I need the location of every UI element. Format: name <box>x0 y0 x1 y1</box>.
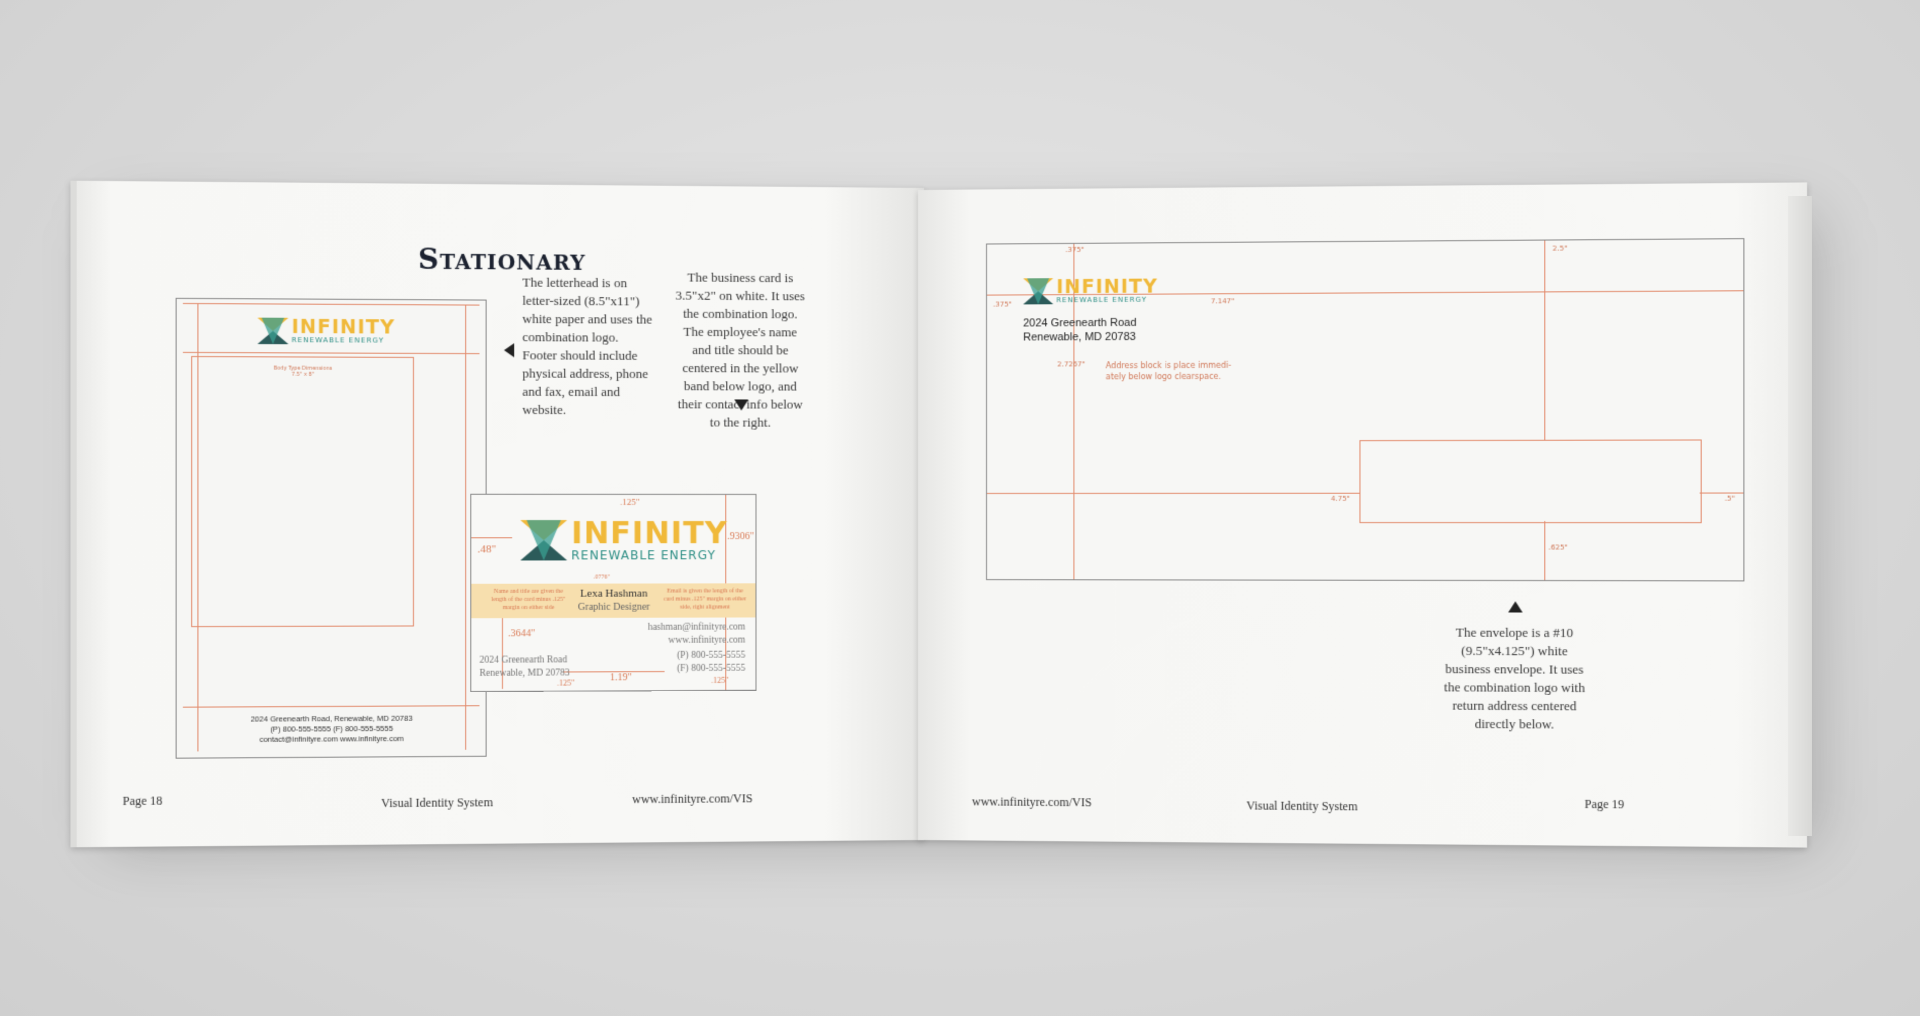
dim-27267: 2.7267" <box>1057 360 1086 369</box>
dim-5: .5" <box>1724 494 1735 503</box>
envelope-note-line-2: ately below logo clearspace. <box>1105 371 1222 382</box>
dim-2-5: 2.5" <box>1552 244 1568 253</box>
logo-tagline: RENEWABLE ENERGY <box>291 336 385 345</box>
footer-url-right: www.infinityre.com/VIS <box>972 794 1092 810</box>
guide-line <box>471 537 512 538</box>
card-web: www.infinityre.com <box>668 635 746 646</box>
dim-375-left: .375" <box>993 300 1012 309</box>
letterhead-contact: contact@infinityre.com www.infinityre.com <box>259 733 404 744</box>
envelope-description: The envelope is a #10 (9.5"x4.125") white business envelope. It uses the combination logo with return address centered directly below. <box>1444 624 1585 732</box>
card-email: hashman@infinityre.com <box>647 622 746 633</box>
logo-tagline: RENEWABLE ENERGY <box>571 548 716 563</box>
business-card-mockup <box>470 494 756 692</box>
guide-line <box>1544 241 1545 440</box>
logo-wordmark: INFINITY <box>571 516 728 552</box>
return-address-line-2: Renewable, MD 20783 <box>1023 330 1136 344</box>
footer-title-right: Visual Identity System <box>1246 798 1358 814</box>
dim-band: .0776" <box>593 574 610 581</box>
arrow-up-icon <box>1508 601 1522 612</box>
footer-title-left: Visual Identity System <box>381 795 494 811</box>
band-note-right: Email is given the length of the card minus .125" margin on either side, right alignment <box>663 588 747 611</box>
letterhead-description: The letterhead is on letter-sized (8.5"x11") white paper and uses the combination logo. Footer should include physical address, phone and fax, email and website. <box>522 274 653 418</box>
guide-line <box>183 705 480 707</box>
guide-line <box>183 303 480 306</box>
card-address-line-2: Renewable, MD 20783 <box>479 668 570 679</box>
logo-triangle-icon <box>1023 278 1053 304</box>
card-description: The business card is 3.5"x2" on white. It uses the combination logo. The employee's name and title should be centered in the yellow band below logo, and their contact info below to the right. <box>675 269 805 430</box>
page-title: Stationary <box>418 242 586 277</box>
letterhead-footer <box>177 713 486 745</box>
dim-4-75: 4.75" <box>1330 494 1351 503</box>
dim-left: .48" <box>477 543 497 556</box>
logo-wordmark: INFINITY <box>1056 275 1158 299</box>
guide-line <box>465 305 466 750</box>
dim-bottom-1: .125" <box>557 678 575 688</box>
logo-triangle-icon <box>257 318 288 345</box>
logo-wordmark: INFINITY <box>291 315 396 339</box>
return-address <box>1023 316 1136 345</box>
arrow-down-icon <box>734 399 748 410</box>
envelope-mockup <box>986 238 1744 581</box>
body-type-label: Body Type Dimensions <box>273 365 332 372</box>
body-type-area <box>191 356 414 627</box>
page-stack-edge <box>1788 196 1812 836</box>
letterhead-phone: (P) 800-555-5555 (F) 800-555-5555 <box>270 723 394 734</box>
dim-625: .625" <box>1548 543 1568 552</box>
page-number-right: Page 19 <box>1584 796 1625 812</box>
address-window <box>1359 439 1701 523</box>
right-page <box>918 182 1807 847</box>
dim-bottom-2: 1.19" <box>609 672 632 684</box>
guide-line <box>1700 493 1744 494</box>
band-note-left: Name and title are given the length of the card minus .125" margin on either side <box>491 588 566 612</box>
dim-375-top: .375" <box>1065 245 1085 254</box>
logo-tagline: RENEWABLE ENERGY <box>1056 295 1147 305</box>
dim-7147: 7.147" <box>1210 297 1235 306</box>
left-page <box>70 181 924 848</box>
yellow-band <box>471 574 755 618</box>
card-address-line-1: 2024 Greenearth Road <box>479 655 568 666</box>
guide-line <box>1544 521 1545 580</box>
infinity-logo <box>257 315 396 345</box>
employee-title: Graphic Designer <box>577 601 650 613</box>
letterhead-address: 2024 Greenearth Road, Renewable, MD 20783 <box>250 713 413 724</box>
infinity-logo <box>1023 275 1158 305</box>
logo-triangle-icon <box>520 517 567 563</box>
envelope-note <box>1106 360 1232 383</box>
footer-url-left: www.infinityre.com/VIS <box>632 791 753 807</box>
card-address <box>479 654 569 681</box>
dim-right: .9306" <box>727 531 755 543</box>
guide-line <box>183 352 480 354</box>
card-fax: (F) 800-555-5555 <box>676 663 746 675</box>
page-number-left: Page 18 <box>122 793 163 809</box>
envelope-note-line-1: Address block is place immedi- <box>1105 360 1232 371</box>
dim-bottom-3: .125" <box>711 675 729 685</box>
dim-top: .125" <box>620 496 640 507</box>
dim-mid: .3644" <box>508 628 536 640</box>
infinity-logo <box>520 517 727 564</box>
body-type-size: 7.5" x 8" <box>291 371 315 378</box>
arrow-left-icon <box>504 343 514 357</box>
card-phone: (P) 800-555-5555 <box>676 650 746 661</box>
return-address-line-1: 2024 Greenearth Road <box>1023 316 1137 330</box>
guide-line <box>987 493 1359 494</box>
card-contact <box>648 622 746 677</box>
letterhead-mockup <box>176 298 487 759</box>
employee-name: Lexa Hashman <box>580 587 648 600</box>
